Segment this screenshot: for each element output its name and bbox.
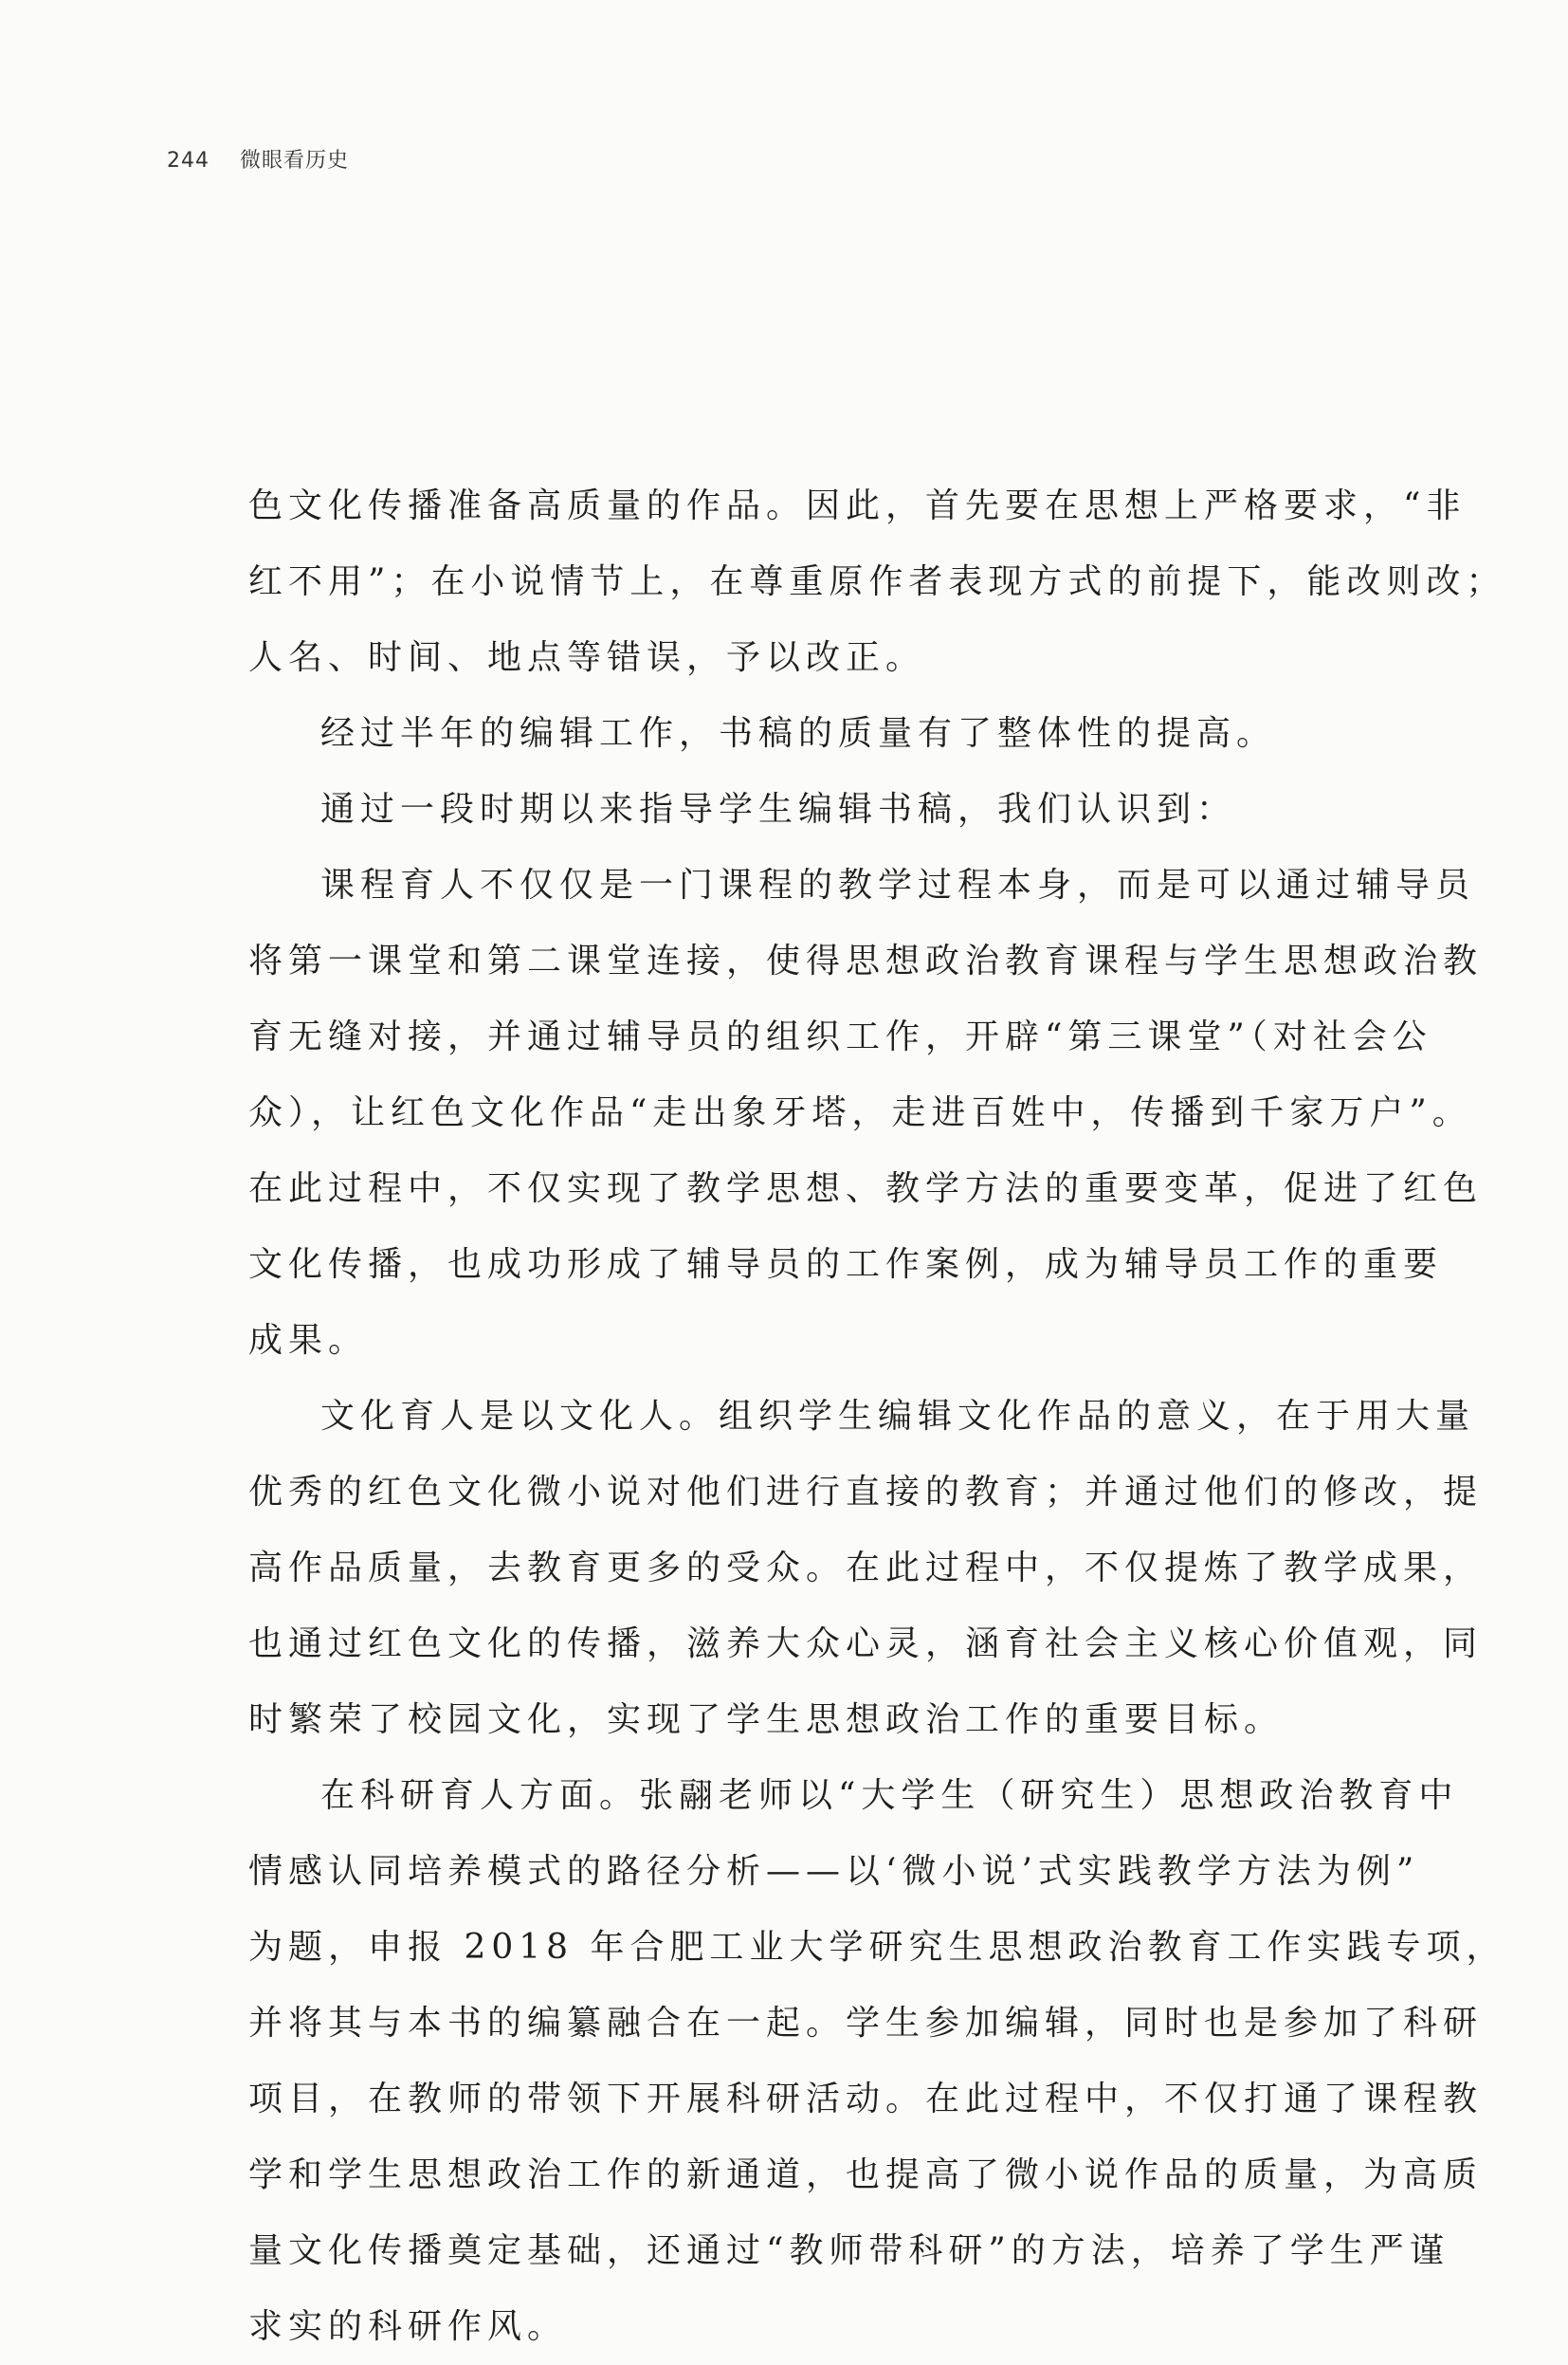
text-line: 文化育人是以文化人。组织学生编辑文化作品的意义，在于用大量 xyxy=(320,1397,1476,1436)
text-line: 也通过红色文化的传播，滋养大众心灵，涵育社会主义核心价值观，同 xyxy=(248,1624,1484,1663)
text-line: 项目，在教师的带领下开展科研活动。在此过程中，不仅打通了课程教 xyxy=(248,2080,1484,2118)
text-line: 高作品质量，去教育更多的受众。在此过程中，不仅提炼了教学成果， xyxy=(248,1549,1484,1587)
text-line: 学和学生思想政治工作的新通道，也提高了微小说作品的质量，为高质 xyxy=(248,2155,1484,2194)
text-line: 红不用”；在小说情节上，在尊重原作者表现方式的前提下，能改则改； xyxy=(248,562,1506,601)
text-line: 众），让红色文化作品“走出象牙塔，走进百姓中，传播到千家万户”。 xyxy=(248,1093,1472,1132)
text-line: 人名、时间、地点等错误，予以改正。 xyxy=(248,638,926,677)
text-line: 为题，申报 2018 年合肥工业大学研究生思想政治教育工作实践专项， xyxy=(248,1928,1506,1967)
text-line: 情感认同培养模式的路径分析——以‘微小说’式实践教学方法为例” xyxy=(248,1852,1420,1891)
running-head xyxy=(167,144,349,174)
text-line: 量文化传播奠定基础，还通过“教师带科研”的方法，培养了学生严谨 xyxy=(248,2231,1449,2270)
page-number: 244 xyxy=(167,149,210,173)
text-line: 文化传播，也成功形成了辅导员的工作案例，成为辅导员工作的重要 xyxy=(248,1245,1444,1284)
text-line: 求实的科研作风。 xyxy=(248,2307,568,2346)
text-line: 成果。 xyxy=(248,1321,369,1360)
text-line: 并将其与本书的编纂融合在一起。学生参加编辑，同时也是参加了科研 xyxy=(248,2004,1484,2043)
text-line: 将第一课堂和第二课堂连接，使得思想政治教育课程与学生思想政治教 xyxy=(248,942,1484,981)
text-line: 在此过程中，不仅实现了教学思想、教学方法的重要变革，促进了红色 xyxy=(248,1169,1484,1208)
text-line: 色文化传播准备高质量的作品。因此，首先要在思想上严格要求，“非 xyxy=(248,486,1467,525)
text-line: 在科研育人方面。张翮老师以“大学生（研究生）思想政治教育中 xyxy=(320,1776,1459,1815)
body-text xyxy=(248,468,1506,2365)
text-line: 育无缝对接，并通过辅导员的组织工作，开辟“第三课堂”（对社会公 xyxy=(248,1018,1432,1056)
text-line: 时繁荣了校园文化，实现了学生思想政治工作的重要目标。 xyxy=(248,1700,1285,1739)
book-title: 微眼看历史 xyxy=(240,149,350,173)
text-line: 通过一段时期以来指导学生编辑书稿，我们认识到： xyxy=(320,790,1237,829)
text-line: 优秀的红色文化微小说对他们进行直接的教育；并通过他们的修改，提 xyxy=(248,1473,1484,1512)
text-line: 课程育人不仅仅是一门课程的教学过程本身，而是可以通过辅导员 xyxy=(320,866,1476,905)
text-line: 经过半年的编辑工作，书稿的质量有了整体性的提高。 xyxy=(320,714,1277,753)
